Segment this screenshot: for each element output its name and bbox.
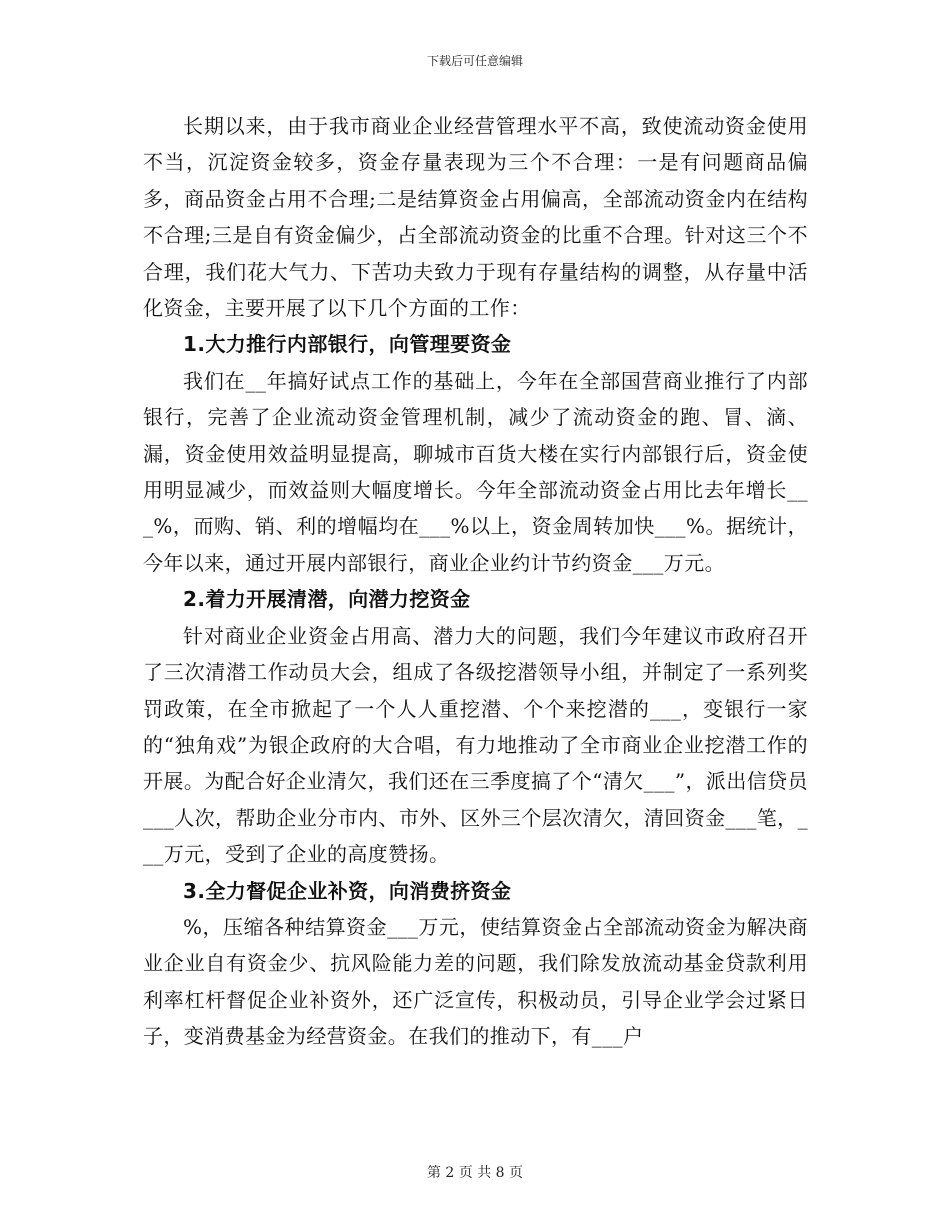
section-heading-2: 2.着力开展清潜，向潜力挖资金 (183, 587, 471, 612)
page-footer: 第 2 页 共 8 页 (426, 1165, 524, 1181)
section-3-paragraph: %，压缩各种结算资金___万元，使结算资金占全部流动资金为解决商业企业自有资金少、抗风险能力差的问题，我们除发放流动基金贷款利用利率杠杆督促企业补资外，还广泛宣传，积极动员，引导企业学会过紧日子，变消费基金为经营资金。在我们的推动下，有___户 (143, 914, 808, 1049)
section-heading-3: 3.全力督促企业补资，向消费挤资金 (183, 878, 512, 903)
intro-paragraph: 长期以来，由于我市商业企业经营管理水平不高，致使流动资金使用不当，沉淀资金较多，资金存量表现为三个不合理：一是有问题商品偏多，商品资金占用不合理;二是结算资金占用偏高，全部流动资金内在结构不合理;三是自有资金偏少，占全部流动资金的比重不合理。针对这三个不合理，我们花大气力、下苦功夫致力于现有存量结构的调整，从存量中活化资金，主要开展了以下几个方面的工作： (143, 114, 808, 321)
section-2-paragraph: 针对商业企业资金占用高、潜力大的问题，我们今年建议市政府召开了三次清潜工作动员大会，组成了各级挖潜领导小组，并制定了一系列奖罚政策，在全市掀起了一个人人重挖潜、个个来挖潜的___，变银行一家的“独角戏”为银企政府的大合唱，有力地推动了全市商业企业挖潜工作的开展。为配合好企业清欠，我们还在三季度搞了个“清欠___”，派出信贷员___人次，帮助企业分市内、市外、区外三个层次清欠，清回资金___笔，___万元，受到了企业的高度赞扬。 (143, 623, 808, 867)
section-heading-1: 1.大力推行内部银行，向管理要资金 (183, 332, 512, 357)
document-body (143, 108, 808, 1055)
section-1-paragraph: 我们在__年搞好试点工作的基础上，今年在全部国营商业推行了内部银行，完善了企业流动资金管理机制，减少了流动资金的跑、冒、滴、漏，资金使用效益明显提高，聊城市百货大楼在实行内部银行后，资金使用明显减少，而效益则大幅度增长。今年全部流动资金占用比去年增长___%，而购、销、利的增幅均在___%以上，资金周转加快___%。据统计，今年以来，通过开展内部银行，商业企业约计节约资金___万元。 (143, 368, 808, 575)
page-header: 下载后可任意编辑 (426, 54, 523, 68)
